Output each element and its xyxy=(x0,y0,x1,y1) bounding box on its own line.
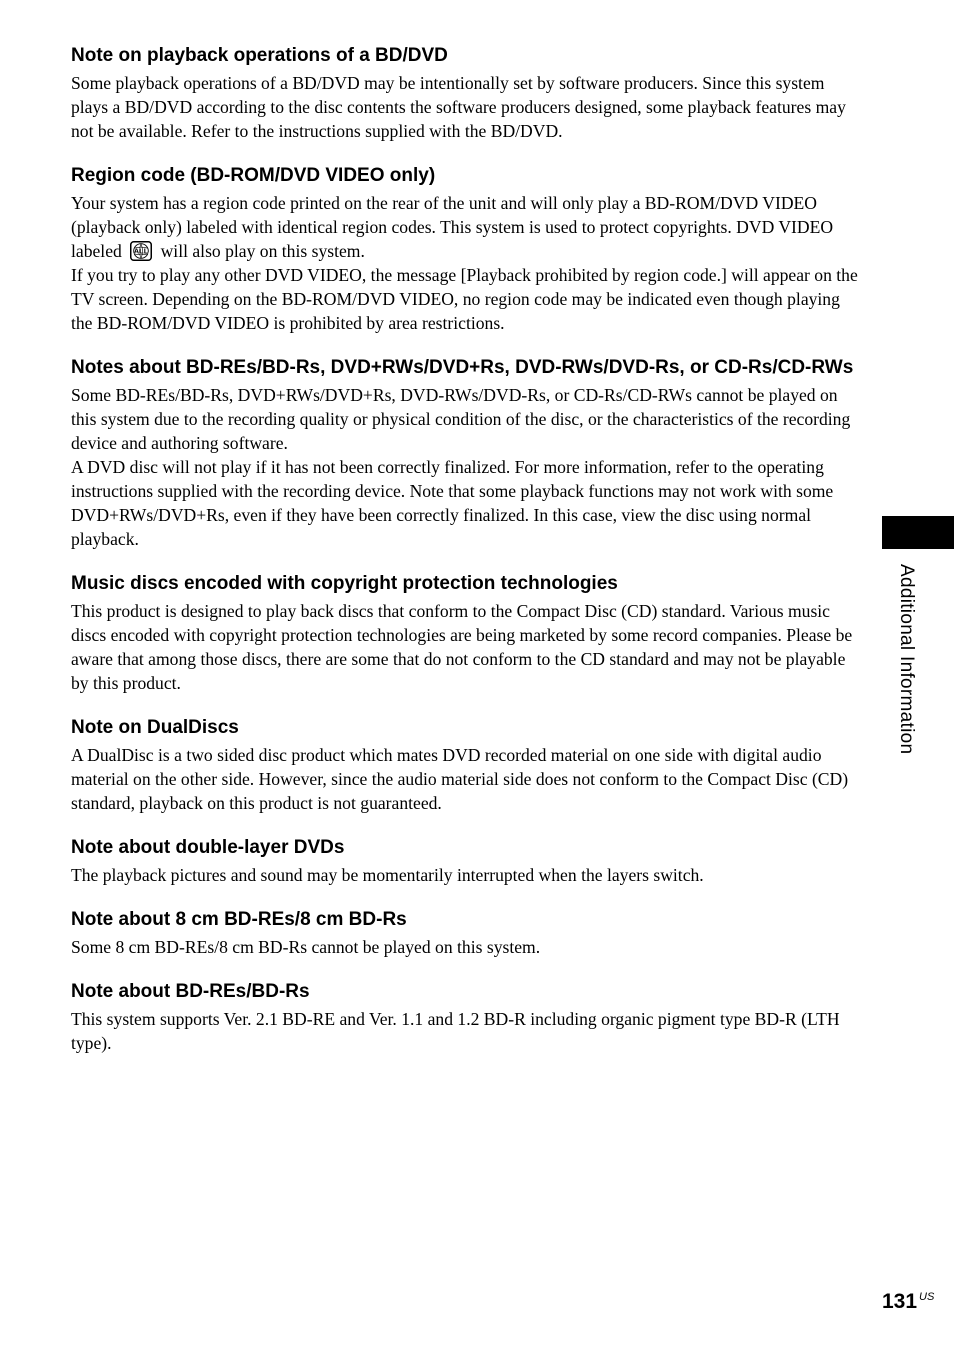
section-paragraph: This system supports Ver. 2.1 BD-RE and Ver. 1.1 and 1.2 BD-R including organic pigment type BD-R (LTH type). xyxy=(71,1009,840,1053)
section-paragraph: This product is designed to play back discs that conform to the Compact Disc (CD) standard. Various music discs encoded with copyright protection technologies are being marketed by some record companies. Please be aware that among those discs, there are some that do not conform to the CD standard and may not be playable by this product. xyxy=(71,601,853,693)
page-number-suffix: US xyxy=(919,1291,935,1303)
section-heading: Note about BD-REs/BD-Rs xyxy=(71,981,310,1002)
paragraph-text-after-icon: will also play on this system. xyxy=(156,241,365,261)
page-content xyxy=(71,44,861,1076)
section-recordable-discs xyxy=(71,356,861,551)
section-region-code xyxy=(71,164,861,335)
section-paragraph: If you try to play any other DVD VIDEO, the message [Playback prohibited by region code.] will appear on the TV screen. Depending on the BD-ROM/DVD VIDEO, no region code may be indicated even though playing the BD-ROM/DVD VIDEO is prohibited by area restrictions. xyxy=(71,265,858,333)
section-paragraph xyxy=(71,191,861,263)
region-icon-label: ALL xyxy=(133,246,149,256)
section-heading: Region code (BD-ROM/DVD VIDEO only) xyxy=(71,165,436,186)
section-copyright-protection xyxy=(71,572,861,695)
page-number xyxy=(882,1284,934,1315)
page-number-value: 131 xyxy=(882,1290,918,1313)
section-paragraph: Some 8 cm BD-REs/8 cm BD-Rs cannot be played on this system. xyxy=(71,937,541,957)
section-paragraph: Some playback operations of a BD/DVD may be intentionally set by software producers. Since this system plays a BD/DVD according to the disc contents the software producers designed, some playback features may not be available. Refer to the instructions supplied with the BD/DVD. xyxy=(71,73,846,141)
section-paragraph: A DVD disc will not play if it has not been correctly finalized. For more information, refer to the operating instructions supplied with the recording device. Note that some playback functions may not work with some DVD+RWs/DVD+Rs, even if they have been correctly finalized. In this case, view the disc using normal playback. xyxy=(71,457,834,549)
section-paragraph: A DualDisc is a two sided disc product which mates DVD recorded material on one side with digital audio material on the other side. However, since the audio material side does not conform to the Compact Disc (CD) standard, playback on this product is not guaranteed. xyxy=(71,745,849,813)
region-all-icon xyxy=(130,241,152,261)
section-8cm-discs xyxy=(71,908,861,959)
section-dualdiscs xyxy=(71,716,861,815)
section-double-layer-dvds xyxy=(71,836,861,887)
section-paragraph: Some BD-REs/BD-Rs, DVD+RWs/DVD+Rs, DVD-RWs/DVD-Rs, or CD-Rs/CD-RWs cannot be played on this system due to the recording quality or physical condition of the disc, or the characteristics of the recording device and authoring software. xyxy=(71,385,851,453)
chapter-side-label: Additional Information xyxy=(896,564,917,755)
section-heading: Music discs encoded with copyright protection technologies xyxy=(71,573,618,594)
chapter-tab-marker xyxy=(882,516,954,549)
section-heading: Note about double-layer DVDs xyxy=(71,837,345,858)
section-heading: Note on playback operations of a BD/DVD xyxy=(71,45,448,66)
section-heading: Note on DualDiscs xyxy=(71,717,239,738)
section-playback-operations xyxy=(71,44,861,143)
section-heading: Note about 8 cm BD-REs/8 cm BD-Rs xyxy=(71,909,407,930)
section-heading: Notes about BD-REs/BD-Rs, DVD+RWs/DVD+Rs, DVD-RWs/DVD-Rs, or CD-Rs/CD-RWs xyxy=(71,357,854,378)
section-bd-res-bd-rs xyxy=(71,980,861,1055)
paragraph-text-before-icon: Your system has a region code printed on the rear of the unit and will only play a BD-ROM/DVD VIDEO (playback only) labeled with identical region codes. This system is used to protect copyrights. DVD VIDEO labeled xyxy=(71,193,834,261)
section-paragraph: The playback pictures and sound may be momentarily interrupted when the layers switch. xyxy=(71,865,704,885)
